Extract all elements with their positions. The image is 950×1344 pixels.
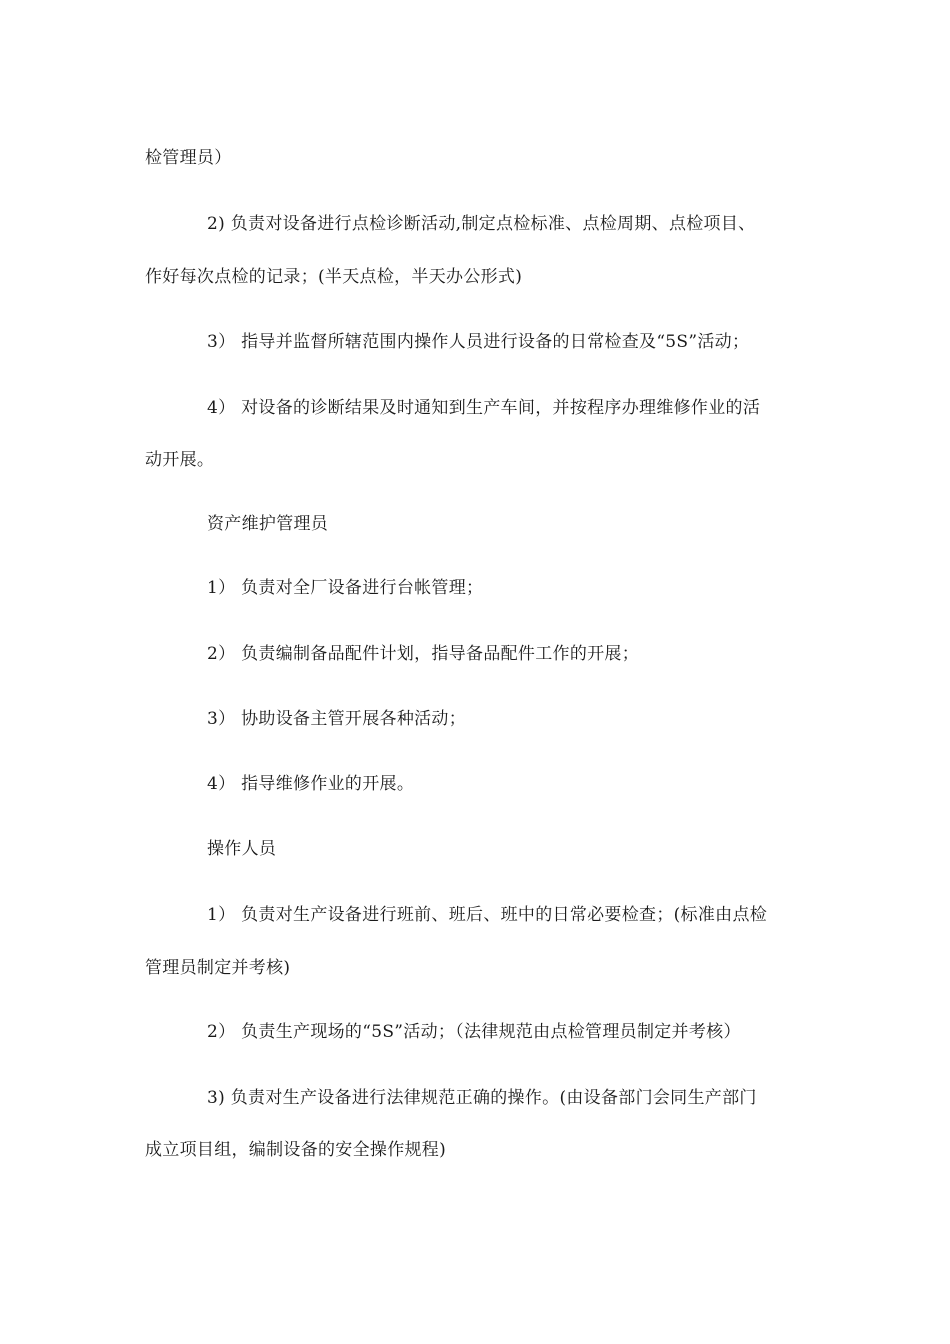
text-line: 成立项目组，编制设备的安全操作规程) (145, 1140, 447, 1160)
text-line: 4） 对设备的诊断结果及时通知到生产车间，并按程序办理维修作业的活 (207, 398, 761, 418)
text-line: 管理员制定并考核) (145, 958, 291, 978)
text-line: 3) 负责对生产设备进行法律规范正确的操作。(由设备部门会同生产部门 (207, 1088, 757, 1108)
section-heading: 操作人员 (207, 839, 277, 859)
text-line: 2） 负责生产现场的“5S”活动；（法律规范由点检管理员制定并考核） (207, 1022, 741, 1042)
text-line: 作好每次点检的记录；(半天点检，半天办公形式) (145, 267, 523, 287)
text-line: 2） 负责编制备品配件计划，指导备品配件工作的开展； (207, 644, 640, 664)
text-line: 3） 指导并监督所辖范围内操作人员进行设备的日常检查及“5S”活动； (207, 332, 750, 352)
text-line: 检管理员） (145, 148, 232, 168)
text-line: 动开展。 (145, 450, 215, 470)
text-line: 4） 指导维修作业的开展。 (207, 774, 415, 794)
text-line: 1） 负责对全厂设备进行台帐管理； (207, 578, 484, 598)
text-line: 2) 负责对设备进行点检诊断活动,制定点检标准、点检周期、点检项目、 (207, 214, 756, 234)
text-line: 3） 协助设备主管开展各种活动； (207, 709, 467, 729)
text-line: 1） 负责对生产设备进行班前、班后、班中的日常必要检查；(标准由点检 (207, 905, 768, 925)
section-heading: 资产维护管理员 (207, 514, 329, 534)
